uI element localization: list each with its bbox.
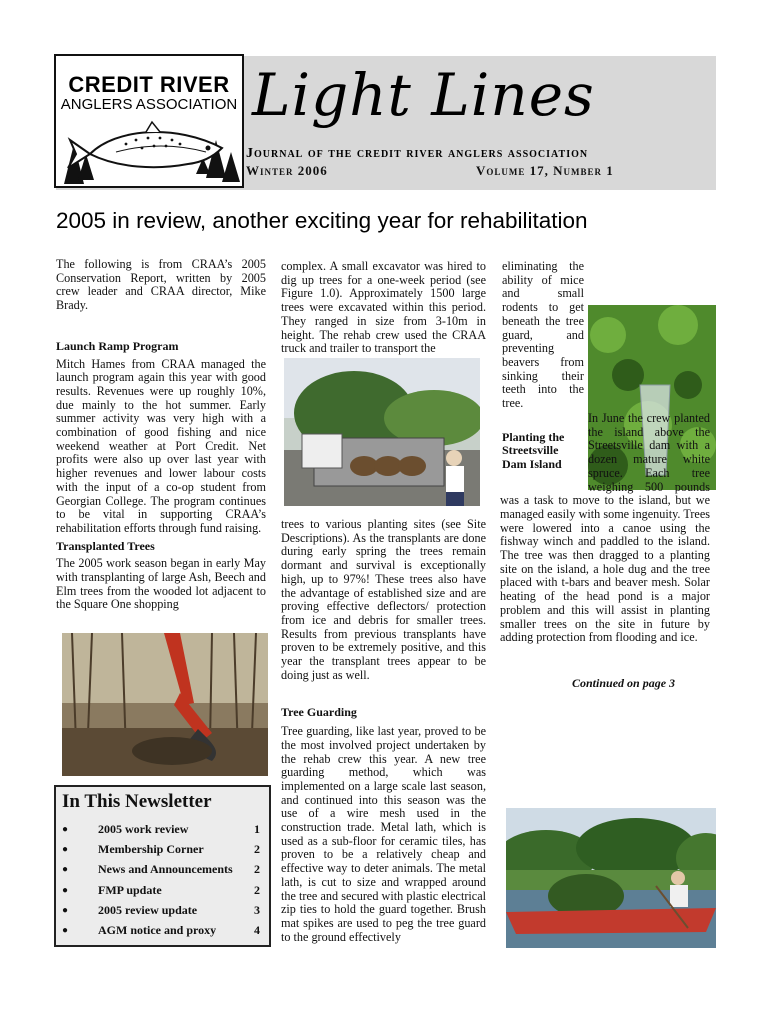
list-item[interactable]: ● AGM notice and proxy 4: [62, 923, 260, 938]
launch-ramp-heading: Launch Ramp Program: [56, 338, 179, 353]
trout-logo-icon: [56, 114, 242, 186]
bullet-icon: ●: [62, 925, 69, 937]
list-item[interactable]: ● 2005 work review 1: [62, 821, 260, 836]
intro-paragraph: The following is from CRAA’s 2005 Conservation Report, written by 2005 crew leader and CRAA director, Mike Brady.: [56, 257, 266, 313]
excavator-photo: [62, 633, 268, 776]
text-wrap-spacer: [500, 412, 588, 492]
bullet-icon: ●: [62, 884, 69, 896]
launch-ramp-paragraph: Mitch Hames from CRAA managed the launch program again this year with good results. Revenues were up roughly 10%, due mainly to the hot summer. Early summer activity was very high with a combination of good fishing and nice weekend weather at Port Credit. Net profits were also up over last year with higher revenues and lower labour costs with the input of a co-op student from Georgian College. The program continues to be vital in supporting CRAA’s rehabilitation efforts through fund raising.: [56, 356, 266, 535]
newsletter-title: Light Lines: [252, 61, 595, 129]
column-3-main: [500, 412, 710, 645]
transplant-results-paragraph: trees to various planting sites (see Site Descriptions). As the transplants are done during early spring the trees remain dormant and survival is exceptionally high, up to 97%! These trees also have the advantage of established size and are proving effective deflectors/ protection from ice and debris for smaller trees. Results from previous transplants have proven to be extremely positive, and this year the transplant trees appear to be doing just as well.: [281, 517, 486, 682]
column-2-top: [281, 260, 486, 356]
transplant-continued-paragraph: complex. A small excavator was hired to dig up trees for a one-week period (see Figure 1.0). Approximately 1500 large trees were excavated within this period. They ranged in size from 3-10m in height. The rehab crew used the CRAA truck and trailer to transport the: [281, 259, 486, 356]
tree-guard-continued-paragraph: eliminating the ability of mice and small rodents to get beneath the tree guard, and preventing beavers from sinking their teeth into the tree.: [502, 259, 584, 411]
bullet-icon: ●: [62, 843, 69, 855]
planting-island-paragraph: In June the crew planted the island above the Streetsville dam with a dozen mature white spruce. Each tree weighing 500 pounds was a task to move to the island, but we managed easily with some ingenuity. Trees were lowered into a canoe using the fishway winch and paddled to the island. The tree was then dragged to a planting site on the island, a hole dug and the tree placed with t-bars and beaver mesh. Solar heating of the head pond is a major problem and this will assist in planting smaller trees on the site in future by adding protection from flooding and ice.: [500, 411, 710, 645]
list-item[interactable]: ● 2005 review update 3: [62, 902, 260, 917]
planting-island-heading: Planting the Streetsville Dam Island: [502, 429, 565, 472]
list-item[interactable]: ● News and Announcements 2: [62, 862, 260, 877]
list-item[interactable]: ● Membership Corner 2: [62, 841, 260, 856]
issue-volume: Volume 17, Number 1: [476, 163, 614, 178]
logo-line2: ANGLERS ASSOCIATION: [60, 96, 238, 113]
logo-line1: CREDIT RIVER: [68, 72, 230, 97]
continued-note[interactable]: Continued on page 3: [572, 676, 676, 690]
tree-guarding-heading: Tree Guarding: [281, 705, 357, 720]
canoe-photo: [506, 808, 716, 948]
newsletter-box-title: In This Newsletter: [62, 791, 212, 812]
bullet-icon: ●: [62, 904, 69, 916]
bullet-icon: ●: [62, 823, 69, 835]
transplanted-trees-heading: Transplanted Trees: [56, 538, 155, 553]
tree-guarding-paragraph: Tree guarding, like last year, proved to be the most involved project undertaken by the rehab crew this year. A new tree guarding method, which was implemented on a large scale last season, and continued into this season was the use of a wire mesh used in the construction trade. Metal lath, which is used as a sub-floor for ceramic tiles, has proven to be a relatively cheap and effective way to deter animals. The metal lath, is cut to size and wrapped around the tree and secured with plastic electrical zip ties to hold the guard together. Brush mat spikes are used to peg the tree guard to the ground effectively: [281, 724, 486, 944]
journal-subtitle: Journal of the credit river anglers association: [246, 146, 589, 161]
craa-logo: [54, 54, 244, 188]
newsletter-contents-list: [60, 819, 260, 941]
column-1: [56, 258, 266, 612]
transplanted-trees-paragraph: The 2005 work season began in early May with transplanting of large Ash, Beech and Elm trees from the wooded lot adjacent to the Square One shopping: [56, 556, 266, 612]
bullet-icon: ●: [62, 864, 69, 876]
in-this-newsletter-box: [54, 785, 271, 947]
list-item[interactable]: ● FMP update 2: [62, 882, 260, 897]
issue-season: Winter 2006: [246, 163, 328, 178]
article-headline: 2005 in review, another exciting year for rehabilitation: [56, 208, 588, 233]
